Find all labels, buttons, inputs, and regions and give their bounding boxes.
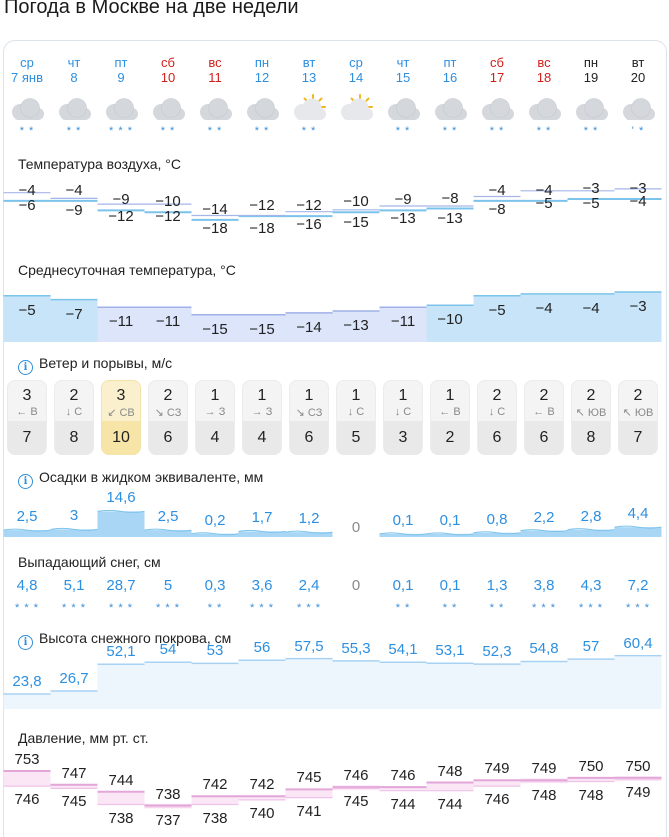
wind-gust: 4 (243, 421, 281, 455)
wind-cell (430, 380, 470, 455)
precip-value: 2,8 (580, 507, 602, 525)
wind-direction: → З (251, 406, 273, 418)
avg-temp-value: −15 (249, 320, 275, 338)
day-date: 16 (442, 70, 458, 85)
pressure-max: 749 (484, 760, 510, 778)
cloudy-snow-icon (99, 94, 143, 144)
snow-depth-bar (145, 662, 192, 709)
avg-temp-value: −13 (343, 317, 369, 334)
day-date: 17 (489, 70, 505, 85)
avg-temp-value: −5 (18, 301, 36, 319)
page-title: Погода в Москве на две недели (4, 0, 299, 18)
day-date: 12 (254, 70, 270, 85)
pressure-min: 737 (155, 811, 181, 829)
air-temp-max: −4 (18, 181, 36, 199)
cloudy-snow-icon (240, 94, 284, 144)
snow-depth-value: 57,5 (294, 637, 324, 655)
day-date: 7 янв (11, 70, 43, 85)
air-temp-min: −8 (488, 200, 506, 218)
avg-temp-value: −11 (108, 313, 134, 331)
wind-cell (54, 380, 94, 455)
wind-cell (7, 380, 47, 455)
snowfall-value: 5 (163, 577, 173, 594)
wind-gust: 7 (8, 421, 46, 455)
snowfall-value: 0 (351, 577, 361, 594)
precip-value: 0,1 (439, 511, 461, 529)
day-name: пн (583, 55, 599, 70)
cloudy-snow-icon (52, 94, 96, 144)
pressure-min: 748 (578, 786, 604, 804)
air-temp-max: −14 (202, 200, 228, 218)
partly-cloudy-snow-icon (287, 94, 331, 144)
wind-direction: ← В (533, 406, 555, 418)
precip-value: 1,2 (298, 510, 320, 528)
day-date: 10 (160, 70, 176, 85)
day-date: 8 (70, 70, 78, 85)
snowflake-icon: * * (395, 125, 411, 137)
avg-temp-value: −4 (535, 299, 553, 317)
air-temp-max: −10 (343, 193, 369, 211)
pressure-max: 749 (531, 760, 557, 778)
section-title-avg-temp: Среднесуточная температура, °C (18, 262, 236, 278)
precip-value: 0 (351, 519, 361, 536)
air-temp-min: −4 (629, 192, 647, 210)
wind-gust: 7 (619, 421, 657, 455)
partly-cloudy-icon (334, 94, 378, 144)
snowfall-value: 28,7 (106, 577, 136, 594)
air-temp-max: −3 (582, 180, 600, 197)
air-temp-max: −8 (441, 189, 459, 207)
snow-depth-value: 52,3 (482, 643, 512, 661)
day-name: сб (490, 55, 504, 70)
pressure-max: 747 (61, 764, 87, 782)
wind-cell (571, 380, 611, 455)
wind-direction: ↖ ЮВ (575, 407, 607, 419)
snowflake-icon: * * (207, 602, 223, 614)
air-temp-min: −15 (343, 213, 369, 231)
snowflake-icon: * * (536, 125, 552, 137)
pressure-max: 746 (343, 767, 369, 785)
pressure-bar (192, 796, 239, 804)
info-icon[interactable]: i (18, 474, 33, 489)
cloudy-snow-icon (428, 94, 472, 144)
wind-speed: 1 (398, 387, 408, 404)
air-temp-max: −3 (629, 180, 647, 197)
cloudy-snow-icon (381, 94, 425, 144)
snow-depth-bar (521, 661, 568, 709)
snowflake-icon: * * (160, 125, 176, 137)
pressure-max: 753 (14, 751, 40, 768)
wind-cell (242, 380, 282, 455)
day-name: ср (20, 55, 34, 70)
precip-value: 0,2 (204, 511, 226, 529)
pressure-min: 749 (625, 784, 651, 802)
snow-depth-bar (286, 659, 333, 709)
pressure-min: 738 (108, 809, 134, 827)
day-name: пт (114, 55, 128, 70)
snowfall-value: 3,6 (251, 577, 273, 594)
snowflake-icon: * * * (532, 602, 556, 614)
snow-depth-value: 54 (159, 641, 177, 659)
snowfall-value: 0,1 (439, 577, 461, 594)
snowfall-value: 5,1 (63, 577, 85, 594)
pressure-max: 748 (437, 762, 463, 780)
precip-value: 0,8 (486, 510, 508, 528)
snowflake-icon: * * (489, 602, 505, 614)
precip-bar (98, 511, 145, 537)
snowflake-icon: * * (207, 125, 223, 137)
pressure-max: 742 (202, 776, 228, 794)
snowfall-value: 1,3 (486, 577, 508, 594)
air-temp-min: −12 (155, 208, 181, 226)
wind-gust: 3 (384, 421, 422, 455)
pressure-min: 740 (249, 804, 275, 822)
wind-speed: 2 (586, 387, 596, 404)
snow-depth-bar (239, 660, 286, 709)
section-title-snowfall: Выпадающий снег, см (18, 554, 161, 570)
snow-depth-value: 54,8 (529, 640, 559, 658)
snow-depth-bar (380, 662, 427, 709)
snow-depth-value: 56 (253, 639, 271, 657)
air-temp-max: −9 (394, 191, 412, 209)
wind-gust: 10 (102, 421, 140, 455)
pressure-bar (4, 771, 51, 786)
wind-gust: 6 (478, 421, 516, 455)
wind-cell (524, 380, 564, 455)
air-temp-min: −6 (18, 196, 36, 214)
day-name: чт (396, 55, 410, 70)
pressure-max: 746 (390, 767, 416, 785)
snowfall-value: 0,1 (392, 577, 414, 594)
snowflake-icon: ' * (631, 125, 645, 137)
pressure-min: 741 (296, 802, 322, 820)
cloudy-snow-icon (569, 94, 613, 144)
avg-temp-value: −4 (582, 299, 600, 317)
wind-cell (289, 380, 329, 455)
pressure-min: 738 (202, 809, 228, 827)
air-temp-max: −10 (155, 193, 181, 211)
snowfall-value: 7,2 (627, 577, 649, 594)
snow-depth-value: 52,1 (106, 643, 136, 661)
air-temp-min: −18 (249, 219, 275, 237)
snow-depth-bar (192, 663, 239, 709)
wind-speed: 1 (445, 387, 455, 404)
day-date: 9 (117, 70, 125, 85)
snow-depth-bar (474, 664, 521, 709)
air-temp-max: −9 (112, 191, 130, 209)
snowflake-icon: * * (583, 125, 599, 137)
snowflake-icon: * * (66, 125, 82, 137)
pressure-max: 742 (249, 776, 275, 794)
cloudy-snow-icon (522, 94, 566, 144)
avg-temp-value: −14 (296, 318, 322, 336)
wind-direction: ↓ С (347, 406, 365, 418)
day-name: ср (349, 55, 363, 70)
wind-gust: 2 (431, 421, 469, 455)
air-temp-max: −4 (65, 181, 83, 199)
wind-cell (477, 380, 517, 455)
precip-value: 0,1 (392, 511, 414, 529)
snowflake-icon: * * (254, 125, 270, 137)
precip-bar (615, 527, 662, 537)
avg-temp-value: −10 (437, 311, 463, 329)
avg-temp-value: −3 (629, 298, 647, 315)
section-title-pressure: Давление, мм рт. ст. (18, 730, 149, 746)
wind-direction: ↓ С (65, 406, 83, 418)
air-temp-min: −12 (108, 208, 134, 226)
wind-direction: ↘ СЗ (295, 407, 323, 419)
wind-speed: 2 (69, 387, 79, 404)
snow-depth-bar (568, 659, 615, 709)
day-date: 19 (583, 70, 599, 85)
snowfall-value: 2,4 (298, 577, 320, 594)
snowflake-icon: * * (19, 125, 35, 137)
wind-cell (101, 380, 141, 455)
day-name: вт (631, 55, 645, 70)
snowflake-icon: * * (442, 602, 458, 614)
pressure-min: 745 (61, 793, 87, 811)
day-name: чт (67, 55, 81, 70)
snow-depth-value: 55,3 (341, 639, 371, 657)
pressure-min: 744 (390, 795, 416, 813)
snow-depth-value: 60,4 (623, 634, 653, 652)
day-name: вс (537, 55, 551, 70)
wind-gust: 5 (337, 421, 375, 455)
section-title-air-temp: Температура воздуха, °C (18, 156, 181, 172)
snow-depth-value: 26,7 (59, 669, 89, 687)
wind-direction: ↙ СВ (107, 407, 135, 419)
air-temp-max: −12 (249, 197, 275, 215)
snow-depth-chart (0, 655, 669, 713)
air-temp-max: −12 (296, 197, 322, 215)
cloudy-snow-icon (146, 94, 190, 144)
air-temp-min: −16 (296, 215, 322, 233)
section-title-wind-label: Ветер и порывы, м/с (39, 355, 173, 371)
day-date: 20 (630, 70, 646, 85)
cloudy-snow-icon (193, 94, 237, 144)
avg-temp-value: −11 (390, 313, 416, 331)
wind-cell (336, 380, 376, 455)
precip-value: 2,2 (533, 508, 555, 526)
precip-value: 14,6 (106, 489, 136, 507)
snowflake-icon: * * (301, 125, 317, 137)
section-title-snow-depth-label: Высота снежного покрова, см (39, 630, 232, 646)
snowflake-icon: * * * (297, 602, 321, 614)
snowflake-icon: * * * (579, 602, 603, 614)
cloudy-sleet-icon (616, 94, 660, 144)
wind-direction: → З (204, 406, 226, 418)
snowflake-icon: * * (395, 602, 411, 614)
wind-cell (148, 380, 188, 455)
snowflake-icon: * * * (15, 602, 39, 614)
air-temp-min: −9 (65, 202, 83, 220)
avg-temp-value: −7 (65, 305, 83, 323)
wind-direction: ↘ СЗ (154, 407, 182, 419)
precip-value: 2,5 (16, 508, 38, 526)
snowflake-icon: * * * (62, 602, 86, 614)
snow-depth-bar (98, 664, 145, 709)
day-date: 14 (348, 70, 364, 85)
wind-direction: ↓ С (488, 406, 506, 418)
day-name: сб (161, 55, 175, 70)
wind-direction: ← В (439, 406, 461, 418)
wind-direction: ↖ ЮВ (622, 407, 654, 419)
wind-speed: 1 (351, 387, 361, 404)
snowflake-icon: * * * (250, 602, 274, 614)
section-title-precip-label: Осадки в жидком эквиваленте, мм (39, 469, 264, 485)
cloudy-snow-icon (5, 94, 49, 144)
avg-temp-value: −15 (202, 320, 228, 338)
day-date: 18 (536, 70, 552, 85)
snow-depth-value: 53 (206, 642, 224, 660)
wind-speed: 2 (492, 387, 502, 404)
wind-speed: 1 (210, 387, 220, 404)
wind-gust: 6 (290, 421, 328, 455)
pressure-min: 744 (437, 795, 463, 813)
pressure-max: 750 (625, 757, 651, 775)
pressure-min: 748 (531, 786, 557, 804)
snow-depth-bar (333, 661, 380, 709)
snowflake-icon: * * (489, 125, 505, 137)
snow-depth-value: 54,1 (388, 641, 418, 659)
wind-speed: 3 (116, 387, 126, 404)
pressure-min: 746 (14, 791, 40, 809)
pressure-min: 745 (343, 793, 369, 811)
day-date: 13 (301, 70, 317, 85)
snowflake-icon: * * (442, 125, 458, 137)
day-name: вс (208, 55, 222, 70)
wind-cell (383, 380, 423, 455)
precip-value: 2,5 (157, 508, 179, 526)
air-temp-min: −18 (202, 219, 228, 237)
snow-depth-bar (51, 691, 98, 709)
snowflake-icon: * * * (626, 602, 650, 614)
day-name: пт (443, 55, 457, 70)
wind-speed: 1 (304, 387, 314, 404)
wind-gust: 4 (196, 421, 234, 455)
wind-gust: 8 (572, 421, 610, 455)
snowfall-value: 4,3 (580, 577, 602, 594)
wind-direction: ← В (16, 406, 38, 418)
pressure-bar (98, 792, 145, 805)
snowflake-icon: * * * (109, 602, 133, 614)
snow-depth-value: 53,1 (435, 642, 465, 660)
air-temp-min: −5 (582, 194, 600, 212)
snow-depth-value: 23,8 (12, 673, 42, 690)
day-date: 11 (208, 70, 222, 85)
wind-gust: 8 (55, 421, 93, 455)
pressure-bar (427, 783, 474, 791)
snow-depth-bar (615, 656, 662, 709)
snow-depth-bar (4, 694, 51, 709)
info-icon[interactable]: i (18, 360, 33, 375)
wind-speed: 2 (163, 387, 173, 404)
air-temp-min: −13 (390, 210, 416, 227)
snowfall-value: 3,8 (533, 577, 555, 594)
wind-gust: 6 (525, 421, 563, 455)
day-name: вт (302, 55, 316, 70)
snowfall-value: 4,8 (16, 577, 38, 594)
wind-speed: 1 (257, 387, 267, 404)
wind-gust: 6 (149, 421, 187, 455)
wind-speed: 2 (539, 387, 549, 404)
air-temp-min: −5 (535, 194, 553, 212)
precip-value: 4,4 (627, 505, 649, 523)
snow-depth-bar (427, 663, 474, 709)
wind-direction: ↓ С (394, 406, 412, 418)
snowfall-value: 0,3 (204, 577, 226, 594)
air-temp-min: −13 (437, 210, 463, 227)
pressure-min: 746 (484, 791, 510, 809)
wind-speed: 2 (633, 387, 643, 404)
day-date: 15 (395, 70, 411, 85)
precip-value: 3 (69, 507, 79, 525)
wind-cell (618, 380, 658, 455)
air-temp-max: −4 (535, 181, 553, 199)
avg-temp-value: −5 (488, 301, 506, 319)
snowflake-icon: * * * (156, 602, 180, 614)
pressure-max: 750 (578, 757, 604, 775)
pressure-max: 745 (296, 769, 322, 787)
wind-cell (195, 380, 235, 455)
cloudy-snow-icon (475, 94, 519, 144)
wind-speed: 3 (22, 387, 32, 404)
snowflake-icon: * * * (109, 125, 133, 137)
pressure-max: 744 (108, 771, 134, 789)
day-name: пн (254, 55, 270, 70)
precip-value: 1,7 (251, 509, 273, 527)
pressure-max: 738 (155, 785, 181, 803)
pressure-bar (286, 789, 333, 797)
air-temp-max: −4 (488, 181, 506, 199)
avg-temp-value: −11 (155, 313, 181, 331)
snow-depth-value: 57 (582, 638, 600, 656)
info-icon[interactable]: i (18, 635, 33, 650)
